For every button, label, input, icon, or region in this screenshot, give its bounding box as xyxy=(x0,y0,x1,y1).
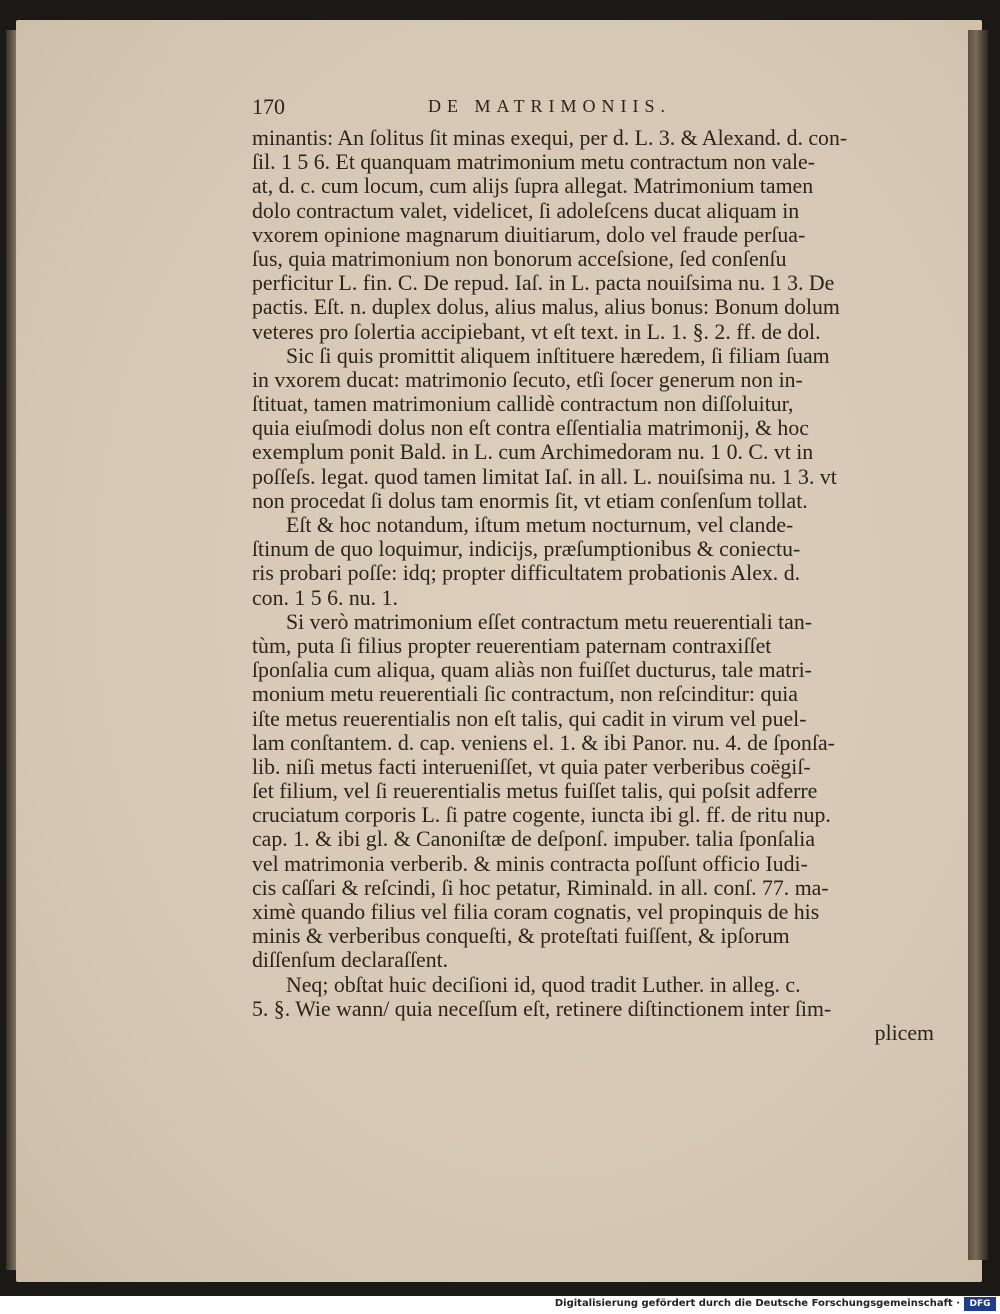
text-line: ſet filium, vel ſi reuerentialis metus fuiſſet talis, qui poſsit adferre xyxy=(252,779,818,804)
running-title: DE MATRIMONIIS. xyxy=(428,96,671,116)
text-line: cap. 1. & ibi gl. & Canoniſtæ de deſponſ. impuber. talia ſponſalia xyxy=(252,827,815,852)
text-line: minis & verberibus conqueſti, & proteſtati fuiſſent, & ipſorum xyxy=(252,924,790,949)
text-line: ſus, quia matrimonium non bonorum acceſsione, ſed conſenſu xyxy=(252,246,787,271)
text-line: dolo contractum valet, videlicet, ſi adoleſcens ducat aliquam in xyxy=(252,198,800,223)
text-line: Eſt & hoc notandum, iſtum metum nocturnum, vel clande- xyxy=(286,513,794,537)
text-line: in vxorem ducat: matrimonio ſecuto, etſi ſocer generum non in- xyxy=(252,367,803,392)
text-line: veteres pro ſolertia accipiebant, vt eſt text. in L. 1. §. 2. ff. de dol. xyxy=(252,319,821,344)
text-line: lib. niſi metus facti interueniſſet, vt quia pater verberibus coëgiſ- xyxy=(252,754,811,779)
text-line: quia eiuſmodi dolus non eſt contra eſſentialia matrimonij, & hoc xyxy=(252,416,809,441)
catchword: plicem xyxy=(874,1020,934,1045)
text-line: non procedat ſi dolus tam enormis ſit, vt etiam conſenſum tollat. xyxy=(252,488,808,513)
text-line: vxorem opinione magnarum diuitiarum, dolo vel fraude perſua- xyxy=(252,222,806,247)
text-line: exemplum ponit Bald. in L. cum Archimedoram nu. 1 0. C. vt in xyxy=(252,440,814,465)
text-line: Neq; obſtat huic deciſioni id, quod tradit Luther. in alleg. c. xyxy=(286,972,801,997)
book-right-edge xyxy=(968,30,988,1260)
text-line: poſſeſs. legat. quod tamen limitat Iaſ. in all. L. nouiſsima nu. 1 3. vt xyxy=(252,464,837,489)
footer-bar xyxy=(0,1296,1000,1314)
text-line: cis caſſari & reſcindi, ſi hoc petatur, Riminald. in all. conſ. 77. ma- xyxy=(252,875,829,900)
text-line: diſſenſum declaraſſent. xyxy=(252,948,449,973)
text-line: pactis. Eſt. n. duplex dolus, alius malus, alius bonus: Bonum dolum xyxy=(252,295,840,320)
text-line: tùm, puta ſi filius propter reuerentiam paternam contraxiſſet xyxy=(252,633,772,658)
text-line: lam conſtantem. d. cap. veniens el. 1. & ibi Panor. nu. 4. de ſponſa- xyxy=(252,730,835,755)
page-text-block xyxy=(252,90,942,1045)
funding-credit: Digitalisierung gefördert durch die Deutsche Forschungsgemeinschaft · xyxy=(554,1298,960,1309)
text-line: ſtituat, tamen matrimonium callidè contractum non diſſoluitur, xyxy=(252,392,794,417)
text-line: 5. §. Wie wann/ quia neceſſum eſt, retinere diſtinctionem inter ſim- xyxy=(252,996,832,1021)
text-line: ximè quando filius vel filia coram cognatis, vel propinquis de his xyxy=(252,900,820,924)
text-line: monium metu reuerentiali ſic contractum, non reſcinditur: quia xyxy=(252,682,798,707)
text-line: at, d. c. cum locum, cum alijs ſupra allegat. Matrimonium tamen xyxy=(252,174,814,199)
text-line: vel matrimonia verberib. & minis contracta poſſunt officio Iudi- xyxy=(252,851,808,876)
page-number: 170 xyxy=(252,94,285,119)
body-text xyxy=(252,126,942,1021)
text-line: ſponſalia cum aliqua, quam aliàs non fuiſſet ducturus, tale matri- xyxy=(252,658,812,683)
text-line: Si verò matrimonium eſſet contractum metu reuerentiali tan- xyxy=(286,609,812,634)
text-line: ſtinum de quo loquimur, indicijs, præſumptionibus & coniectu- xyxy=(252,537,801,562)
text-line: ſil. 1 5 6. Et quanquam matrimonium metu contractum non vale- xyxy=(252,150,815,175)
text-line: perficitur L. fin. C. De repud. Iaſ. in L. pacta nouiſsima nu. 1 3. De xyxy=(252,271,835,296)
text-line: minantis: An ſolitus ſit minas exequi, per d. L. 3. & Alexand. d. con- xyxy=(252,126,848,150)
text-line: iſte metus reuerentialis non eſt talis, qui cadit in virum vel puel- xyxy=(252,706,807,731)
text-line: Sic ſi quis promittit aliquem inſtituere hæredem, ſi filiam ſuam xyxy=(286,343,830,368)
text-line: con. 1 5 6. nu. 1. xyxy=(252,585,398,610)
text-line: ris probari poſſe: idq; propter difficultatem probationis Alex. d. xyxy=(252,561,801,586)
page-header xyxy=(252,90,942,126)
dfg-logo: DFG xyxy=(964,1297,996,1311)
text-line: cruciatum corporis L. ſi patre cogente, iuncta ibi gl. ff. de ritu nup. xyxy=(252,803,831,828)
